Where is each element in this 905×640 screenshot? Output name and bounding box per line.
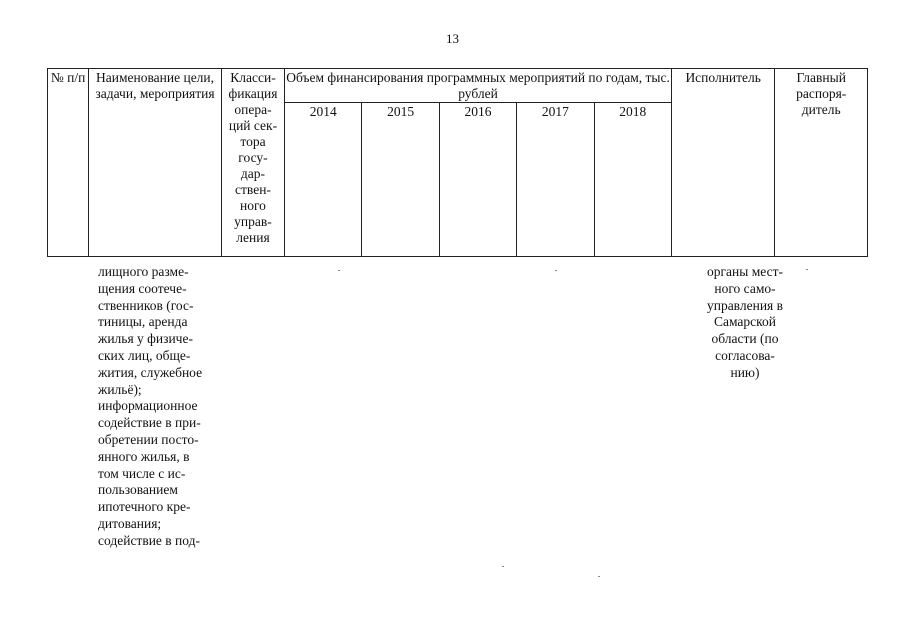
header-main-manager-label: [775, 69, 867, 118]
measure-name-line: обретении посто-: [98, 431, 199, 447]
executor-line: органы мест-: [707, 264, 783, 279]
main-manager-line: распоря-: [796, 86, 847, 101]
header-executor-label: Исполнитель: [685, 70, 761, 85]
measure-name-line: информационное: [98, 398, 198, 414]
scan-speck: [806, 269, 808, 270]
main-manager-line: Главный: [796, 70, 846, 85]
header-year-2018: 2018: [594, 103, 671, 257]
measure-name-line: ских лиц, обще-: [98, 347, 191, 363]
header-classification-label: [222, 69, 284, 246]
classification-line: фикация: [228, 86, 278, 101]
header-year-2014: 2014: [285, 103, 362, 257]
measure-name-line: содействие в под-: [98, 532, 200, 548]
classification-line: ствен-: [235, 182, 271, 197]
classification-line: тора: [240, 134, 266, 149]
measure-name-line: жильё);: [98, 381, 142, 397]
classification-line: ного: [240, 198, 266, 213]
measure-name-continuation: [98, 264, 223, 550]
measure-name-line: пользованием: [98, 482, 178, 498]
measure-name-line: том числе с ис-: [98, 465, 186, 481]
measure-name-line: тиницы, аренда: [98, 314, 188, 330]
executor-line: Самарской: [713, 314, 777, 330]
scan-speck: [502, 566, 504, 567]
header-year-2015: 2015: [362, 103, 439, 257]
measure-name-line: янного жилья, в: [98, 448, 190, 464]
header-cell-main-manager: [775, 69, 868, 257]
classification-line: дар-: [240, 166, 266, 181]
header-name-label: Наименование цели, задачи, мероприятия: [95, 70, 215, 101]
measure-name-line: содействие в при-: [98, 415, 201, 431]
measure-name-line: лищного разме-: [98, 264, 189, 279]
header-number-label: № п/п: [50, 70, 86, 85]
executor-line: ного само-: [714, 280, 776, 296]
executor-line: нию): [730, 364, 760, 380]
header-year-2017: 2017: [517, 103, 594, 257]
header-cell-funding-volume: [285, 69, 672, 103]
measure-name-line: жития, служебное: [98, 364, 203, 380]
scan-speck: [555, 270, 557, 271]
header-cell-name: [89, 69, 222, 257]
header-year-2016: 2016: [439, 103, 516, 257]
page-number: 13: [446, 31, 459, 46]
measure-name-line: жилья у физиче-: [98, 331, 193, 347]
classification-line: ций сек-: [228, 118, 278, 133]
measure-name-line: ственников (гос-: [98, 297, 194, 313]
measure-name-line: дитования;: [98, 515, 162, 531]
executor-line: согласова-: [715, 347, 775, 363]
classification-line: Класси-: [230, 70, 276, 85]
executor-continuation: [688, 264, 802, 382]
executor-line: управления в: [706, 297, 784, 313]
classification-line: ления: [236, 230, 270, 245]
header-cell-classification: [221, 69, 284, 257]
header-cell-number: [48, 69, 89, 257]
scan-speck: [338, 270, 340, 271]
executor-line: области (по: [711, 331, 779, 347]
program-table-header: [47, 68, 868, 257]
measure-name-line: щения соотече-: [98, 280, 187, 296]
classification-line: опера-: [234, 102, 272, 117]
classification-line: госу-: [238, 150, 268, 165]
header-cell-executor: [671, 69, 775, 257]
scan-speck: [598, 576, 600, 577]
measure-name-line: ипотечного кре-: [98, 499, 191, 515]
classification-line: управ-: [234, 214, 272, 229]
main-manager-line: дитель: [801, 102, 841, 117]
header-funding-volume-label: Объем финансирования программных мероприятий по годам, тыс. рублей: [286, 70, 670, 101]
